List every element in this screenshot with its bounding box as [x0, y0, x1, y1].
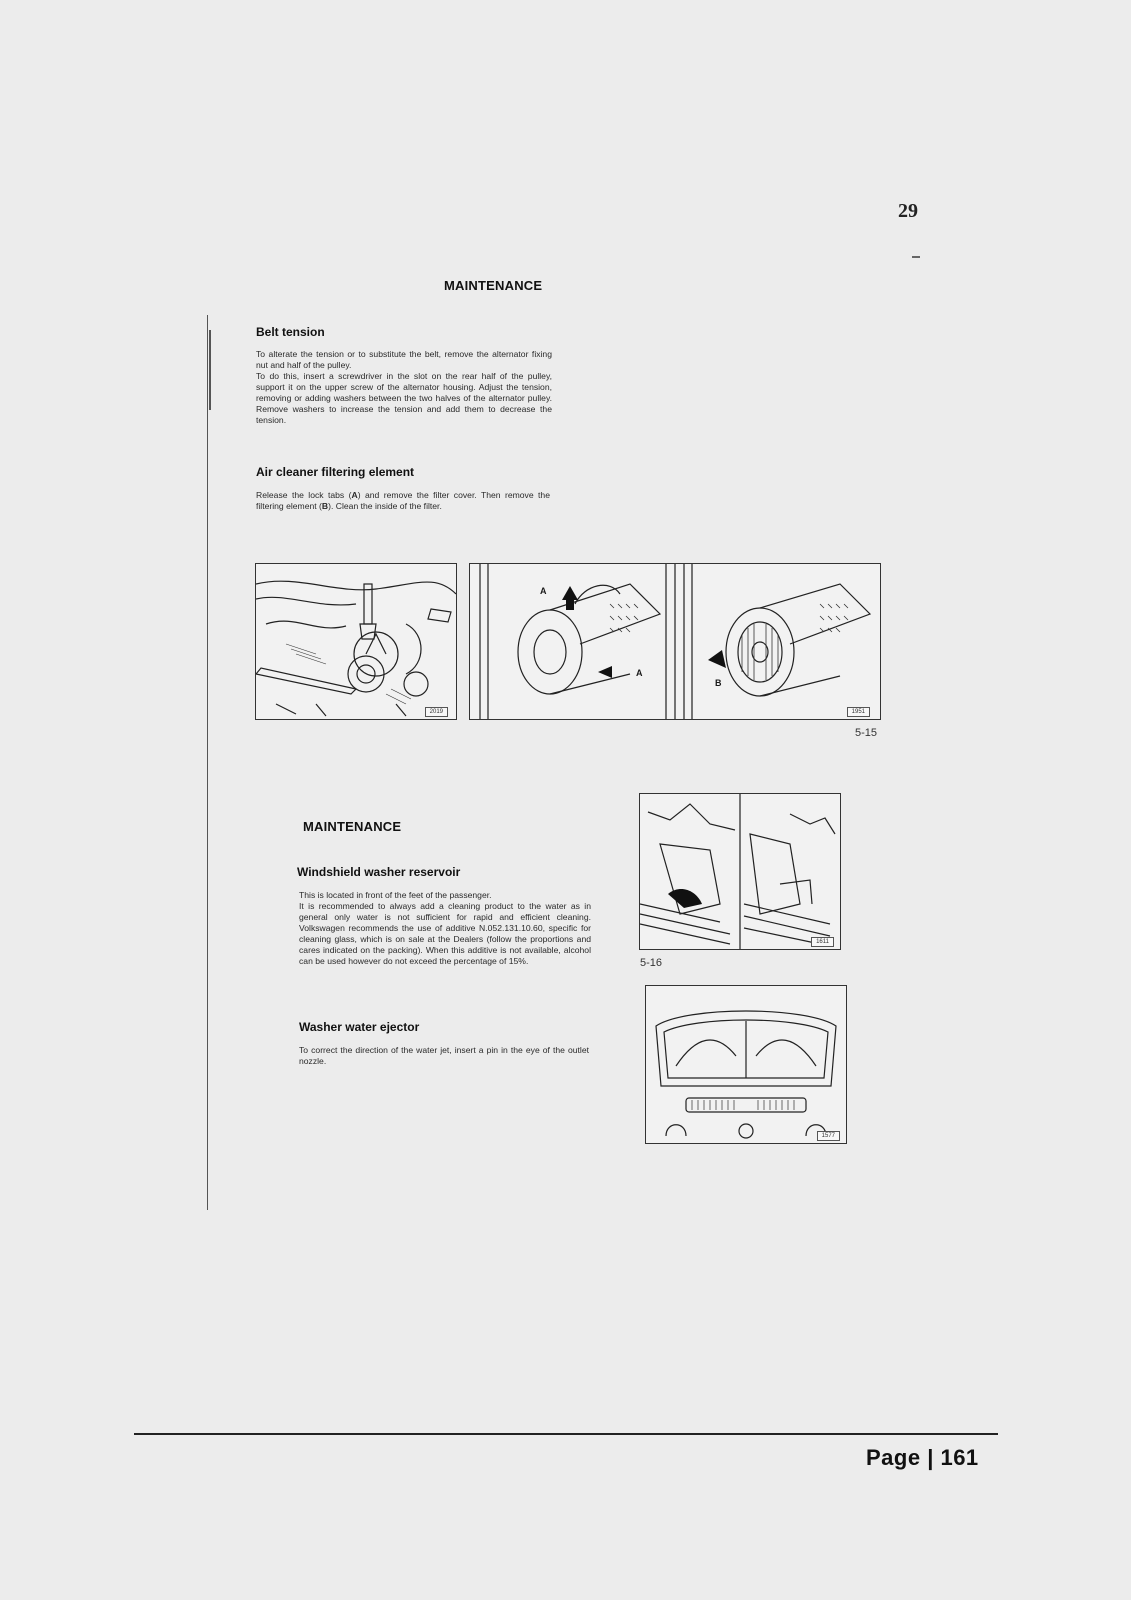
washer-ejector-paragraph: To correct the direction of the water jet, insert a pin in the eye of the outlet nozzle.	[299, 1045, 589, 1066]
air-cleaner-text-part: ). Clean the inside of the filter.	[328, 501, 442, 511]
engine-belt-illustration	[256, 564, 456, 719]
washer-reservoir-paragraph: This is located in front of the feet of the passenger.	[299, 890, 492, 900]
washer-ejector-title: Washer water ejector	[299, 1020, 420, 1034]
air-filter-illustration	[470, 564, 880, 719]
figure-label-5-16: 5-16	[640, 957, 663, 969]
belt-tension-title: Belt tension	[256, 325, 325, 339]
belt-tension-paragraph: To do this, insert a screwdriver in the slot on the rear half of the pulley, support it on the upper screw of the alternator housing. Adjust the tension, removing or adding washers between the two halves of the alternator pulley. Remove washers to increase the tension and add them to decrease the tension.	[256, 371, 552, 425]
reservoir-illustration	[640, 794, 840, 949]
air-cleaner-text-part: ) and remove the filter cover. Then remove the filtering element (	[256, 490, 550, 511]
windshield-illustration	[646, 986, 846, 1143]
callout-a-bottom: A	[636, 668, 643, 678]
binding-edge-mark	[209, 330, 211, 410]
air-filter-figure	[469, 563, 881, 720]
reservoir-figure-code: 1611	[811, 937, 834, 947]
windshield-figure	[645, 985, 847, 1144]
washer-ejector-text	[299, 1045, 589, 1067]
section-1-heading: MAINTENANCE	[444, 278, 543, 293]
belt-tension-paragraph: To alterate the tension or to substitute the belt, remove the alternator fixing nut and half of the pulley.	[256, 349, 552, 370]
filter-figure-code: 1951	[847, 707, 870, 717]
washer-reservoir-paragraph: It is recommended to always add a cleaning product to the water as in general only water is not sufficient for rapid and efficient cleaning. Volkswagen recommends the use of additive N.052.131.10.60, specific for cleaning glass, which is on sale at the Dealers (follow the proportions and cares indicated on the packing). When this additive is not available, alcohol can be used however do not exceed the percentage of 15%.	[299, 901, 591, 966]
section-2-heading: MAINTENANCE	[303, 819, 402, 834]
air-cleaner-label-b: B	[321, 501, 329, 511]
engine-figure-code: 2019	[425, 707, 448, 717]
air-cleaner-title: Air cleaner filtering element	[256, 465, 415, 479]
air-cleaner-text	[256, 490, 550, 512]
reservoir-figure	[639, 793, 841, 950]
washer-reservoir-title: Windshield washer reservoir	[297, 865, 461, 879]
windshield-figure-code: 1577	[817, 1131, 840, 1141]
footer-rule	[134, 1433, 998, 1435]
air-cleaner-label-a: A	[351, 490, 358, 500]
figure-label-5-15: 5-15	[855, 727, 878, 739]
washer-reservoir-text	[299, 890, 591, 967]
callout-a-top: A	[540, 586, 547, 596]
binding-edge-line	[207, 315, 208, 1210]
engine-belt-figure	[255, 563, 457, 720]
footer-page-number: Page | 161	[866, 1445, 979, 1470]
scan-mark	[912, 256, 920, 258]
belt-tension-text	[256, 349, 552, 426]
air-cleaner-text-part: Release the lock tabs (	[256, 490, 352, 500]
scan-page-number: 29	[898, 200, 918, 222]
callout-b: B	[715, 678, 722, 688]
